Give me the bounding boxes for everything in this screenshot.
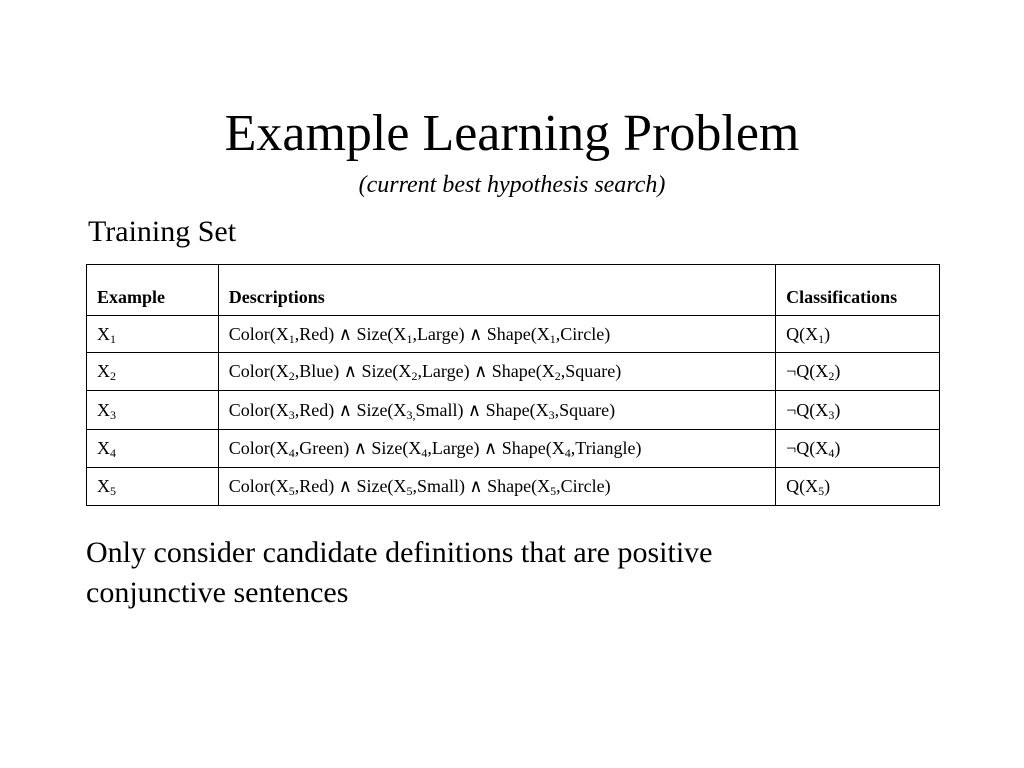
cell-text: Q(X xyxy=(786,323,819,344)
subscript: 4 xyxy=(421,446,428,460)
slide-subtitle: (current best hypothesis search) xyxy=(358,172,666,198)
subscript: 3, xyxy=(406,407,416,422)
subscript: 4 xyxy=(288,446,295,460)
subscript: 2 xyxy=(828,369,835,383)
cell-text: ) xyxy=(834,361,841,381)
example-cell xyxy=(87,316,219,353)
subscript: 1 xyxy=(549,331,556,346)
cell-text: ,Large) ∧ Shape(X xyxy=(417,361,555,381)
table-row xyxy=(87,391,940,430)
cell-text: ,Red) ∧ Size(X xyxy=(294,476,407,496)
example-cell xyxy=(87,468,219,506)
subscript: 5 xyxy=(818,484,825,498)
subscript: 3 xyxy=(288,407,295,422)
table-row xyxy=(87,468,940,506)
cell-text: ,Square) xyxy=(554,399,616,420)
description-cell xyxy=(218,391,775,430)
cell-text: X xyxy=(97,323,110,344)
slide-title: Example Learning Problem xyxy=(224,105,800,162)
cell-text: X xyxy=(97,399,110,420)
subscript: 2 xyxy=(554,369,561,383)
slide-note: Only consider candidate definitions that are positive conjunctive sentences xyxy=(86,536,713,609)
subscript: 5 xyxy=(406,484,413,498)
header-descriptions: Descriptions xyxy=(218,265,775,316)
cell-text: ,Circle) xyxy=(556,476,611,496)
subscript: 2 xyxy=(288,369,295,383)
cell-text: X xyxy=(97,438,110,458)
training-set-label: Training Set xyxy=(88,215,237,248)
subscript: 4 xyxy=(110,446,116,460)
table-row xyxy=(87,316,940,353)
subscript: 4 xyxy=(828,446,835,460)
cell-text: ) xyxy=(834,438,841,458)
cell-text: ,Large) ∧ Shape(X xyxy=(412,323,550,344)
cell-text: ,Red) ∧ Size(X xyxy=(294,399,407,420)
cell-text: ,Square) xyxy=(560,361,622,381)
cell-text: X xyxy=(97,361,110,381)
subscript: 5 xyxy=(110,484,116,498)
subscript: 3 xyxy=(548,407,555,422)
cell-text: Color(X xyxy=(228,399,289,420)
cell-text: ,Circle) xyxy=(555,323,611,344)
subscript: 3 xyxy=(828,407,835,422)
table-row xyxy=(87,430,940,468)
cell-text: Q(X xyxy=(786,476,819,496)
cell-text: Color(X xyxy=(228,476,289,496)
subscript: 3 xyxy=(110,407,116,422)
subscript: 1 xyxy=(818,331,825,346)
subscript: 1 xyxy=(110,331,116,346)
subscript: 5 xyxy=(288,484,295,498)
cell-text: ¬Q(X xyxy=(786,438,829,458)
description-cell xyxy=(218,430,775,468)
training-set-table xyxy=(86,264,940,506)
cell-text: X xyxy=(97,476,110,496)
table-body xyxy=(87,316,940,506)
cell-text: ¬Q(X xyxy=(786,399,829,420)
classification-cell xyxy=(776,316,940,353)
classification-cell xyxy=(776,430,940,468)
cell-text: ¬Q(X xyxy=(786,361,829,381)
header-classifications: Classifications xyxy=(776,265,940,316)
subscript: 1 xyxy=(406,331,413,346)
cell-text: ,Triangle) xyxy=(570,438,642,458)
header-example: Example xyxy=(87,265,219,316)
cell-text: Color(X xyxy=(228,438,289,458)
example-cell xyxy=(87,430,219,468)
description-cell xyxy=(218,316,775,353)
cell-text: ,Blue) ∧ Size(X xyxy=(294,361,412,381)
cell-text: ) xyxy=(824,323,831,344)
description-cell xyxy=(218,353,775,391)
subscript: 2 xyxy=(411,369,418,383)
cell-text: Small) ∧ Shape(X xyxy=(415,399,549,420)
subscript: 1 xyxy=(288,331,295,346)
cell-text: Color(X xyxy=(228,323,289,344)
subscript: 4 xyxy=(564,446,571,460)
cell-text: Color(X xyxy=(228,361,289,381)
cell-text: ,Small) ∧ Shape(X xyxy=(412,476,551,496)
classification-cell xyxy=(776,353,940,391)
classification-cell xyxy=(776,391,940,430)
cell-text: ,Large) ∧ Shape(X xyxy=(427,438,565,458)
cell-text: ) xyxy=(834,399,841,420)
subscript: 2 xyxy=(110,369,116,383)
example-cell xyxy=(87,391,219,430)
table-row xyxy=(87,353,940,391)
table-header-row xyxy=(87,265,940,316)
cell-text: ) xyxy=(824,476,831,496)
cell-text: ,Red) ∧ Size(X xyxy=(294,323,407,344)
subscript: 5 xyxy=(550,484,557,498)
cell-text: ,Green) ∧ Size(X xyxy=(294,438,422,458)
description-cell xyxy=(218,468,775,506)
example-cell xyxy=(87,353,219,391)
classification-cell xyxy=(776,468,940,506)
